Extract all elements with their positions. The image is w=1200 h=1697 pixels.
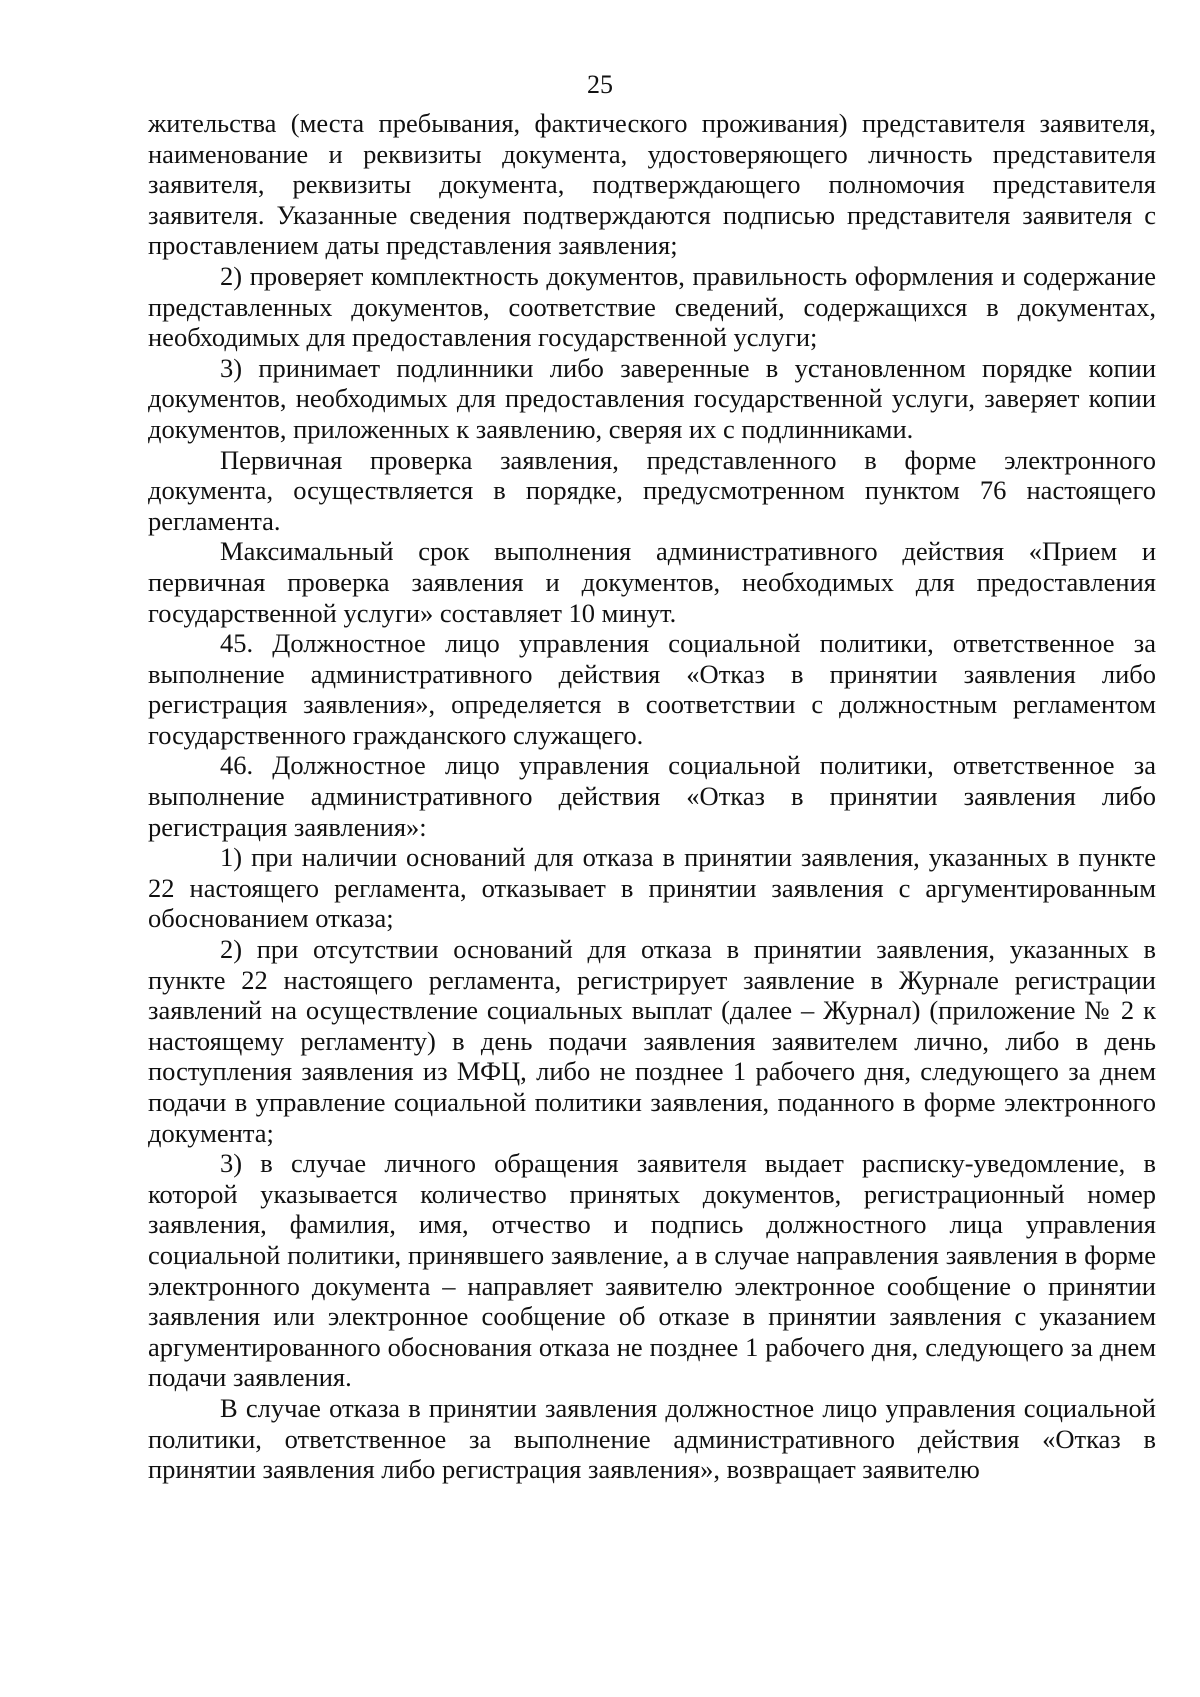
paragraph-primary-check: Первичная проверка заявления, представленного в форме электронного документа, осуществляется в порядке, предусмотренном пунктом 76 настоящего регламента. [148,444,1156,536]
paragraph-46-item-2: 2) при отсутствии оснований для отказа в принятии заявления, указанных в пункте 22 настоящего регламента, регистрирует заявление в Журнале регистрации заявлений на осуществление социальных выплат (далее – Журнал) (приложение № 2 к настоящему регламенту) в день подачи заявления заявителем лично, либо в день поступления заявления из МФЦ, либо не позднее 1 рабочего дня, следующего за днем подачи в управление социальной политики заявления, поданного в форме электронного документа; [148,934,1156,1148]
paragraph-item-3: 3) принимает подлинники либо заверенные в установленном порядке копии документов, необходимых для предоставления государственной услуги, заверяет копии документов, приложенных к заявлению, сверяя их с подлинниками. [148,352,1156,444]
paragraph-continuation: жительства (места пребывания, фактического проживания) представителя заявителя, наименование и реквизиты документа, удостоверяющего личность представителя заявителя, реквизиты документа, подтверждающего полномочия представителя заявителя. Указанные сведения подтверждаются подписью представителя заявителя с проставлением даты представления заявления; [148,108,1156,261]
paragraph-item-2: 2) проверяет комплектность документов, правильность оформления и содержание представленных документов, соответствие сведений, содержащихся в документах, необходимых для предоставления государственной услуги; [148,260,1156,353]
paragraph-46-item-1: 1) при наличии оснований для отказа в принятии заявления, указанных в пункте 22 настоящего регламента, отказывает в принятии заявления с аргументированным обоснованием отказа; [148,842,1156,934]
page-number: 25 [587,70,613,99]
document-body [148,108,1156,1485]
paragraph-45: 45. Должностное лицо управления социальной политики, ответственное за выполнение административного действия «Отказ в принятии заявления либо регистрация заявления», определяется в соответствии с должностным регламентом государственного гражданского служащего. [148,628,1156,750]
paragraph-refusal: В случае отказа в принятии заявления должностное лицо управления социальной политики, ответственное за выполнение административного действия «Отказ в принятии заявления либо регистрация заявления», возвращает заявителю [148,1392,1156,1485]
paragraph-46: 46. Должностное лицо управления социальной политики, ответственное за выполнение административного действия «Отказ в принятии заявления либо регистрация заявления»: [148,750,1156,842]
paragraph-46-item-3: 3) в случае личного обращения заявителя выдает расписку-уведомление, в которой указывается количество принятых документов, регистрационный номер заявления, фамилия, имя, отчество и подпись должностного лица управления социальной политики, принявшего заявление, а в случае направления заявления в форме электронного документа – направляет заявителю электронное сообщение о принятии заявления или электронное сообщение об отказе в принятии заявления с указанием аргументированного обоснования отказа не позднее 1 рабочего дня, следующего за днем подачи заявления. [148,1148,1156,1393]
paragraph-max-term: Максимальный срок выполнения административного действия «Прием и первичная проверка заявления и документов, необходимых для предоставления государственной услуги» составляет 10 минут. [148,536,1156,628]
